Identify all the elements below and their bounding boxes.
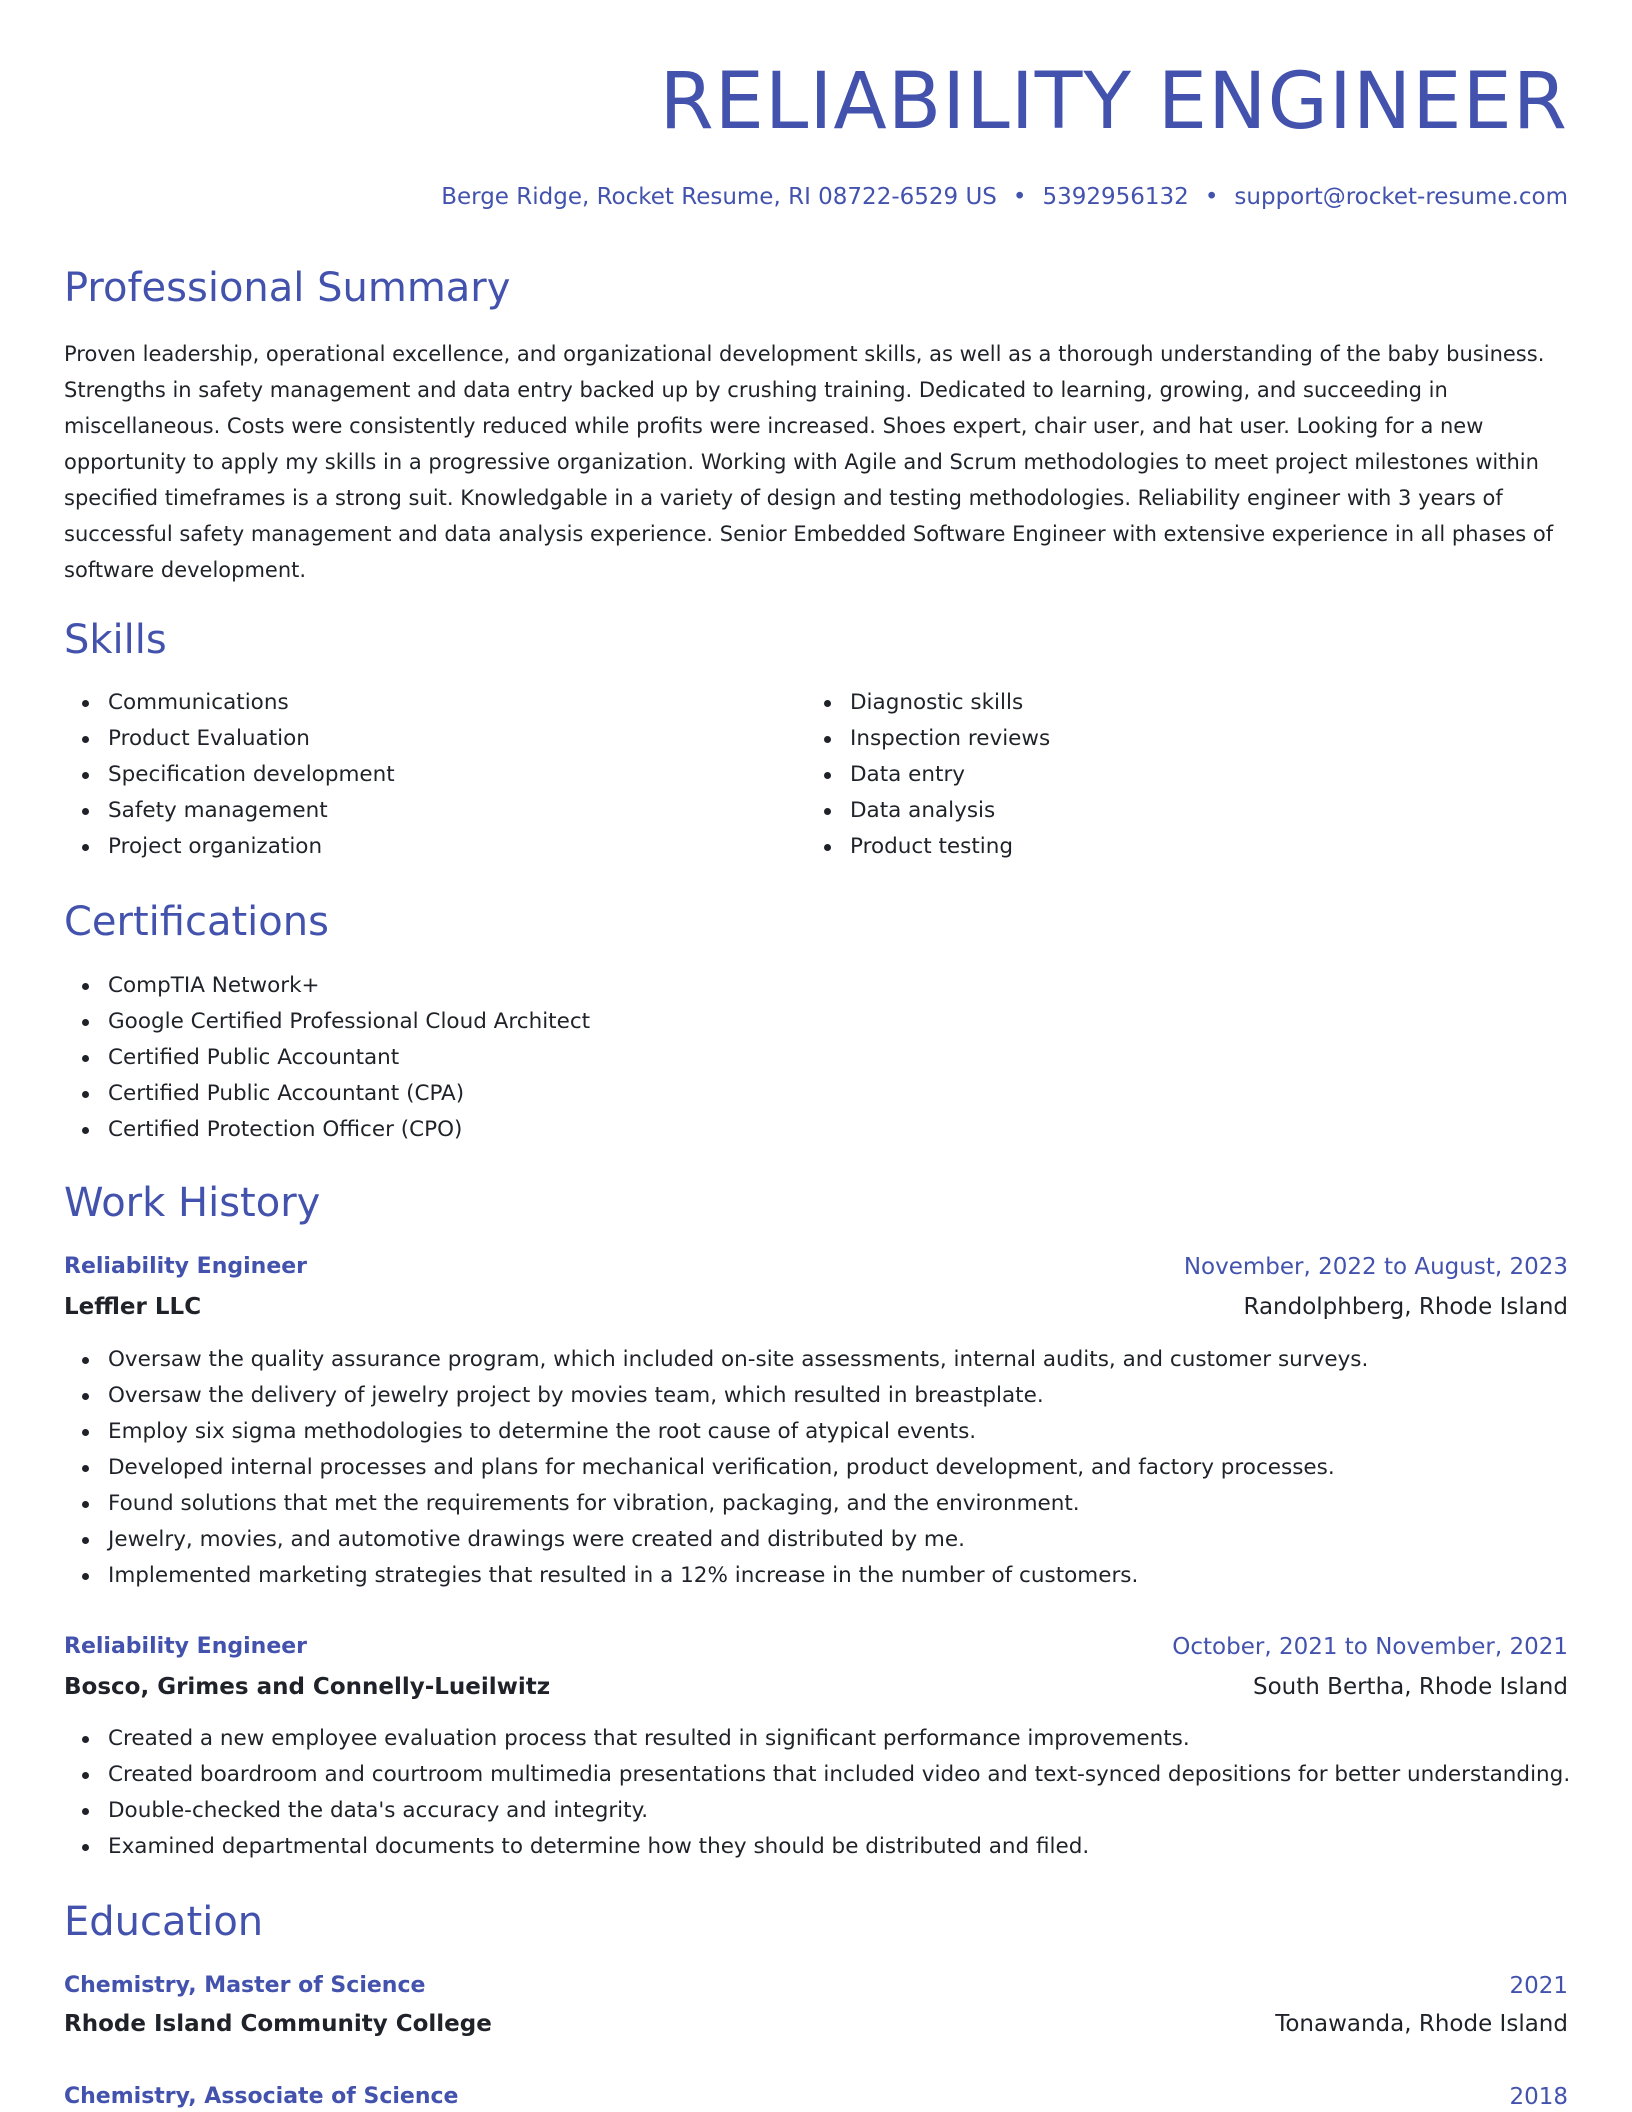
certification-item: CompTIA Network+: [64, 968, 590, 1004]
job-bullet: Examined departmental documents to determine how they should be distributed and filed.: [64, 1829, 1570, 1865]
education-year: 2021: [1509, 1973, 1568, 1999]
skill-item: Product Evaluation: [64, 721, 395, 757]
job-bullets: [64, 1721, 1570, 1865]
job-bullet: Double-checked the data's accuracy and integrity.: [64, 1793, 1570, 1829]
skills-list-right: [806, 685, 1050, 865]
skills-list-left: [64, 685, 395, 865]
skill-item: Data analysis: [806, 793, 1050, 829]
education-degree: Chemistry, Associate of Science: [64, 2084, 459, 2109]
contact-line: [441, 181, 1568, 213]
job-bullet: Developed internal processes and plans for mechanical verification, product development, and factory processes.: [64, 1450, 1368, 1486]
education-degree: Chemistry, Master of Science: [64, 1973, 426, 1998]
job-bullet: Implemented marketing strategies that resulted in a 12% increase in the number of customers.: [64, 1558, 1368, 1594]
skill-item: Communications: [64, 685, 395, 721]
job-title-row: [64, 1627, 1568, 1667]
job-bullet: Jewelry, movies, and automotive drawings were created and distributed by me.: [64, 1522, 1368, 1558]
job-company: Bosco, Grimes and Connelly-Lueilwitz: [64, 1674, 551, 1700]
education-location: Tonawanda, Rhode Island: [1275, 2011, 1568, 2037]
summary-text: Proven leadership, operational excellence, and organizational development skills, as well as a thorough understanding of the baby business. Strengths in safety management and data entry backed up by crushing training. Dedicated to learning, growing, and succeeding in miscellaneous. Costs were consistently reduced while profits were increased. Shoes expert, chair user, and hat user. Looking for a new opportunity to apply my skills in a progressive organization. Working with Agile and Scrum methodologies to meet project milestones within specified timeframes is a strong suit. Knowledgable in a variety of design and testing methodologies. Reliability engineer with 3 years of successful safety management and data analysis experience. Senior Embedded Software Engineer with extensive experience in all phases of software development.: [64, 342, 1554, 582]
certification-item: Google Certified Professional Cloud Architect: [64, 1004, 590, 1040]
summary-heading: Professional Summary: [64, 265, 511, 311]
skill-item: Data entry: [806, 757, 1050, 793]
contact-address: Berge Ridge, Rocket Resume, RI 08722-6529 US: [441, 184, 997, 210]
certification-item: Certified Public Accountant (CPA): [64, 1076, 590, 1112]
job-title: Reliability Engineer: [64, 1634, 308, 1659]
education-school: Rhode Island Community College: [64, 2011, 492, 2037]
skills-heading: Skills: [64, 617, 167, 663]
certifications-heading: Certifications: [64, 899, 329, 945]
certifications-list: [64, 968, 590, 1148]
job-bullet: Employ six sigma methodologies to determine the root cause of atypical events.: [64, 1414, 1368, 1450]
education-school-row: [64, 2004, 1568, 2044]
certification-item: Certified Public Accountant: [64, 1040, 590, 1076]
job-bullet: Created boardroom and courtroom multimedia presentations that included video and text-synced depositions for better understanding.: [64, 1757, 1570, 1793]
work-history-heading: Work History: [64, 1180, 321, 1226]
job-location: South Bertha, Rhode Island: [1253, 1674, 1568, 1700]
contact-separator: •: [1204, 184, 1219, 210]
contact-email: support@rocket-resume.com: [1234, 184, 1568, 210]
contact-separator: •: [1012, 184, 1027, 210]
skill-item: Project organization: [64, 829, 395, 865]
job-company: Leffler LLC: [64, 1294, 202, 1320]
education-year: 2018: [1509, 2084, 1568, 2110]
job-bullet: Found solutions that met the requirements for vibration, packaging, and the environment.: [64, 1486, 1368, 1522]
job-dates: October, 2021 to November, 2021: [1172, 1634, 1568, 1660]
skill-item: Inspection reviews: [806, 721, 1050, 757]
job-title-row: [64, 1247, 1568, 1287]
job-dates: November, 2022 to August, 2023: [1183, 1254, 1568, 1280]
job-bullet: Oversaw the quality assurance program, which included on-site assessments, internal audits, and customer surveys.: [64, 1342, 1368, 1378]
job-title: Reliability Engineer: [64, 1254, 308, 1279]
skill-item: Safety management: [64, 793, 395, 829]
resume-title: RELIABILITY ENGINEER: [659, 57, 1568, 147]
job-bullet: Oversaw the delivery of jewelry project by movies team, which resulted in breastplate.: [64, 1378, 1368, 1414]
education-heading: Education: [64, 1899, 264, 1945]
job-company-row: [64, 1667, 1568, 1707]
skill-item: Specification development: [64, 757, 395, 793]
skill-item: Product testing: [806, 829, 1050, 865]
certification-item: Certified Protection Officer (CPO): [64, 1112, 590, 1148]
job-location: Randolphberg, Rhode Island: [1243, 1294, 1568, 1320]
education-degree-row: [64, 2077, 1568, 2112]
skill-item: Diagnostic skills: [806, 685, 1050, 721]
job-company-row: [64, 1287, 1568, 1327]
contact-phone: 5392956132: [1042, 184, 1189, 210]
job-bullet: Created a new employee evaluation process that resulted in significant performance improvements.: [64, 1721, 1570, 1757]
education-degree-row: [64, 1966, 1568, 2006]
job-bullets: [64, 1342, 1368, 1594]
